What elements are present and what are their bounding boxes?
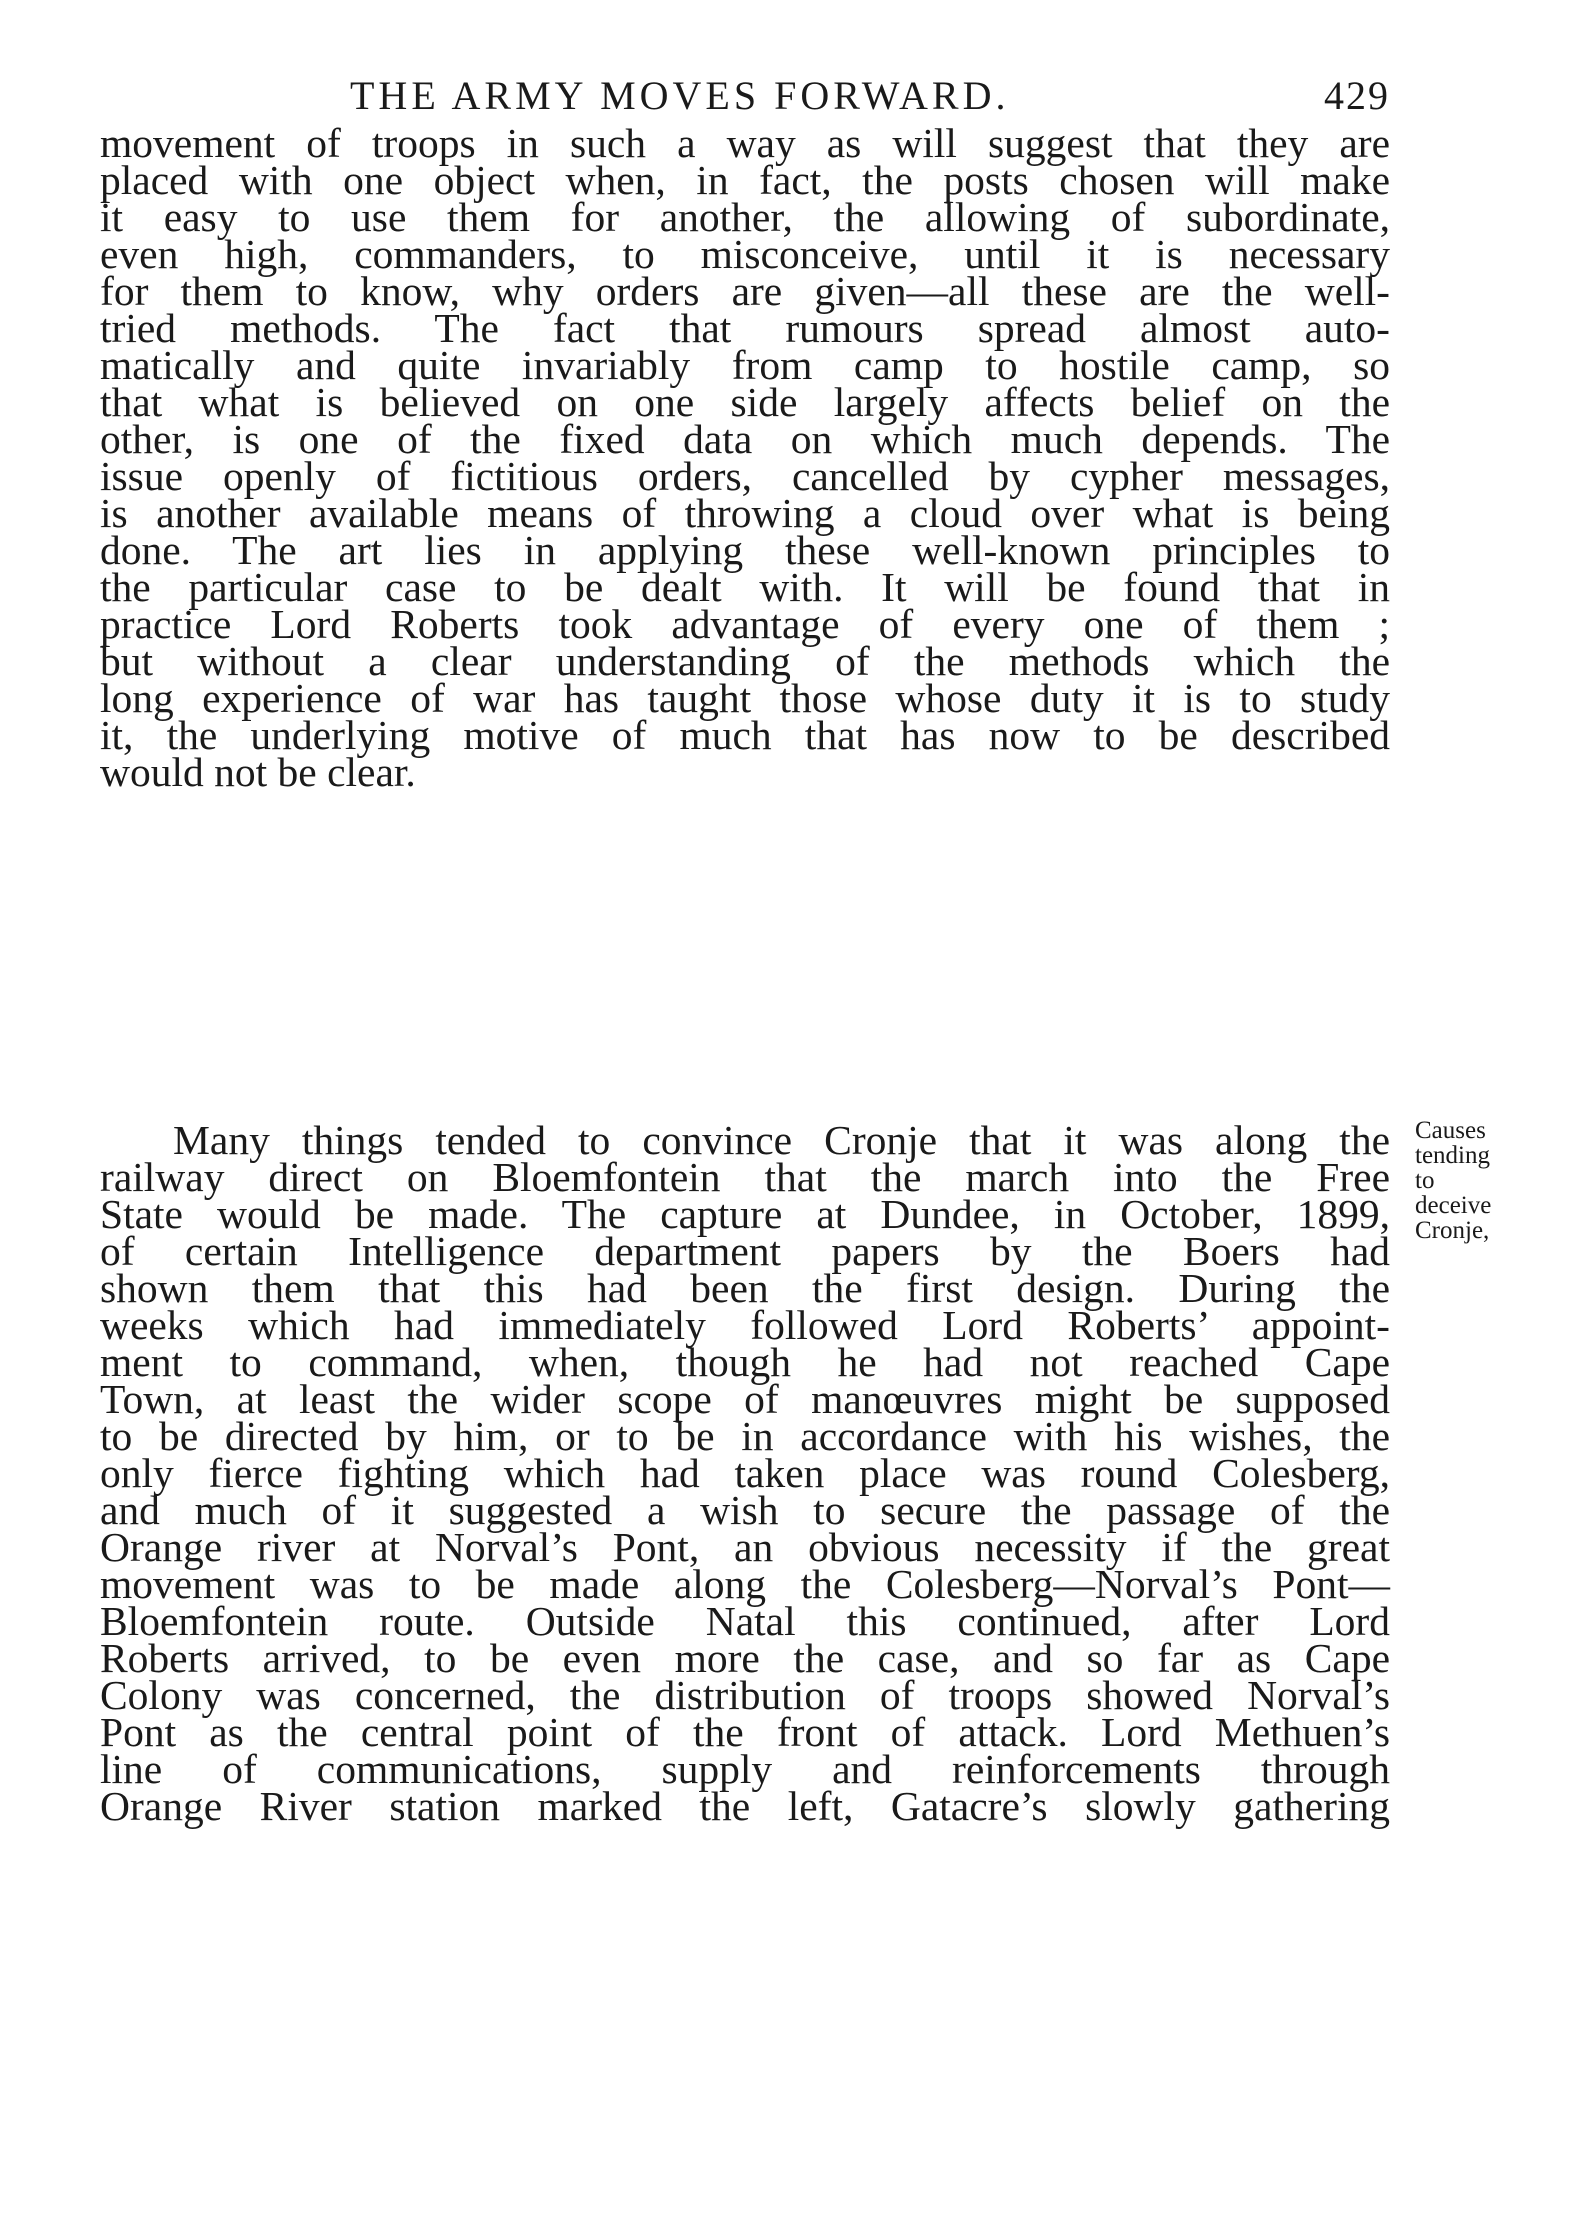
text-line: movement was to be made along the Colesberg—Norval’s Pont— <box>100 1561 1390 1607</box>
text-line: it, the underlying motive of much that has now to be described <box>100 712 1390 758</box>
text-line: Many things tended to convince Cronje that it was along the <box>173 1117 1390 1163</box>
text-line: State would be made. The capture at Dundee, in October, 1899, <box>100 1191 1390 1237</box>
margin-note-line: Causes <box>1415 1117 1486 1144</box>
text-line: the particular case to be dealt with. It will be found that in <box>100 564 1390 610</box>
margin-note-line: to <box>1415 1167 1435 1194</box>
text-line: railway direct on Bloemfontein that the march into the Free <box>100 1154 1390 1200</box>
text-line: to be directed by him, or to be in accordance with his wishes, the <box>100 1413 1390 1459</box>
text-line: is another available means of throwing a cloud over what is being <box>100 490 1390 536</box>
text-line: line of communications, supply and reinforcements through <box>100 1746 1390 1792</box>
text-line: it easy to use them for another, the allowing of subordinate, <box>100 194 1390 240</box>
margin-note <box>1415 1118 1555 1243</box>
text-line: tried methods. The fact that rumours spread almost auto- <box>100 305 1390 351</box>
text-line: Town, at least the wider scope of manœuvres might be supposed <box>100 1376 1390 1422</box>
text-line: that what is believed on one side largely affects belief on the <box>100 379 1390 425</box>
text-line: Bloemfontein route. Outside Natal this continued, after Lord <box>100 1598 1390 1644</box>
text-line: other, is one of the fixed data on which much depends. The <box>100 416 1390 462</box>
text-line: for them to know, why orders are given—all these are the well- <box>100 268 1390 314</box>
text-line: even high, commanders, to misconceive, until it is necessary <box>100 231 1390 277</box>
text-line: Roberts arrived, to be even more the case, and so far as Cape <box>100 1635 1390 1681</box>
text-line: issue openly of fictitious orders, cancelled by cypher messages, <box>100 453 1390 499</box>
text-line: and much of it suggested a wish to secure the passage of the <box>100 1487 1390 1533</box>
text-line: weeks which had immediately followed Lord Roberts’ appoint- <box>100 1302 1390 1348</box>
text-line: done. The art lies in applying these well-known principles to <box>100 527 1390 573</box>
text-line: Orange River station marked the left, Gatacre’s slowly gathering <box>100 1783 1390 1829</box>
text-line: movement of troops in such a way as will suggest that they are <box>100 120 1390 166</box>
text-line: long experience of war has taught those whose duty it is to study <box>100 675 1390 721</box>
text-line: only fierce fighting which had taken place was round Colesberg, <box>100 1450 1390 1496</box>
text-line: shown them that this had been the first design. During the <box>100 1265 1390 1311</box>
text-line: Pont as the central point of the front of attack. Lord Methuen’s <box>100 1709 1390 1755</box>
margin-note-line: deceive <box>1415 1192 1492 1219</box>
text-line: Colony was concerned, the distribution of troops showed Norval’s <box>100 1672 1390 1718</box>
text-line: matically and quite invariably from camp to hostile camp, so <box>100 342 1390 388</box>
text-line: ment to command, when, though he had not reached Cape <box>100 1339 1390 1385</box>
text-line: of certain Intelligence department papers by the Boers had <box>100 1228 1390 1274</box>
running-title: THE ARMY MOVES FORWARD. <box>350 73 1010 118</box>
page-number: 429 <box>1324 73 1390 118</box>
text-line: practice Lord Roberts took advantage of every one of them ; <box>100 601 1390 647</box>
margin-note-line: tending <box>1415 1142 1490 1169</box>
text-line: but without a clear understanding of the methods which the <box>100 638 1390 684</box>
text-line: placed with one object when, in fact, the posts chosen will make <box>100 157 1390 203</box>
text-line: would not be clear. <box>100 749 416 795</box>
text-line: Orange river at Norval’s Pont, an obvious necessity if the great <box>100 1524 1390 1570</box>
margin-note-line: Cronje, <box>1415 1217 1490 1244</box>
